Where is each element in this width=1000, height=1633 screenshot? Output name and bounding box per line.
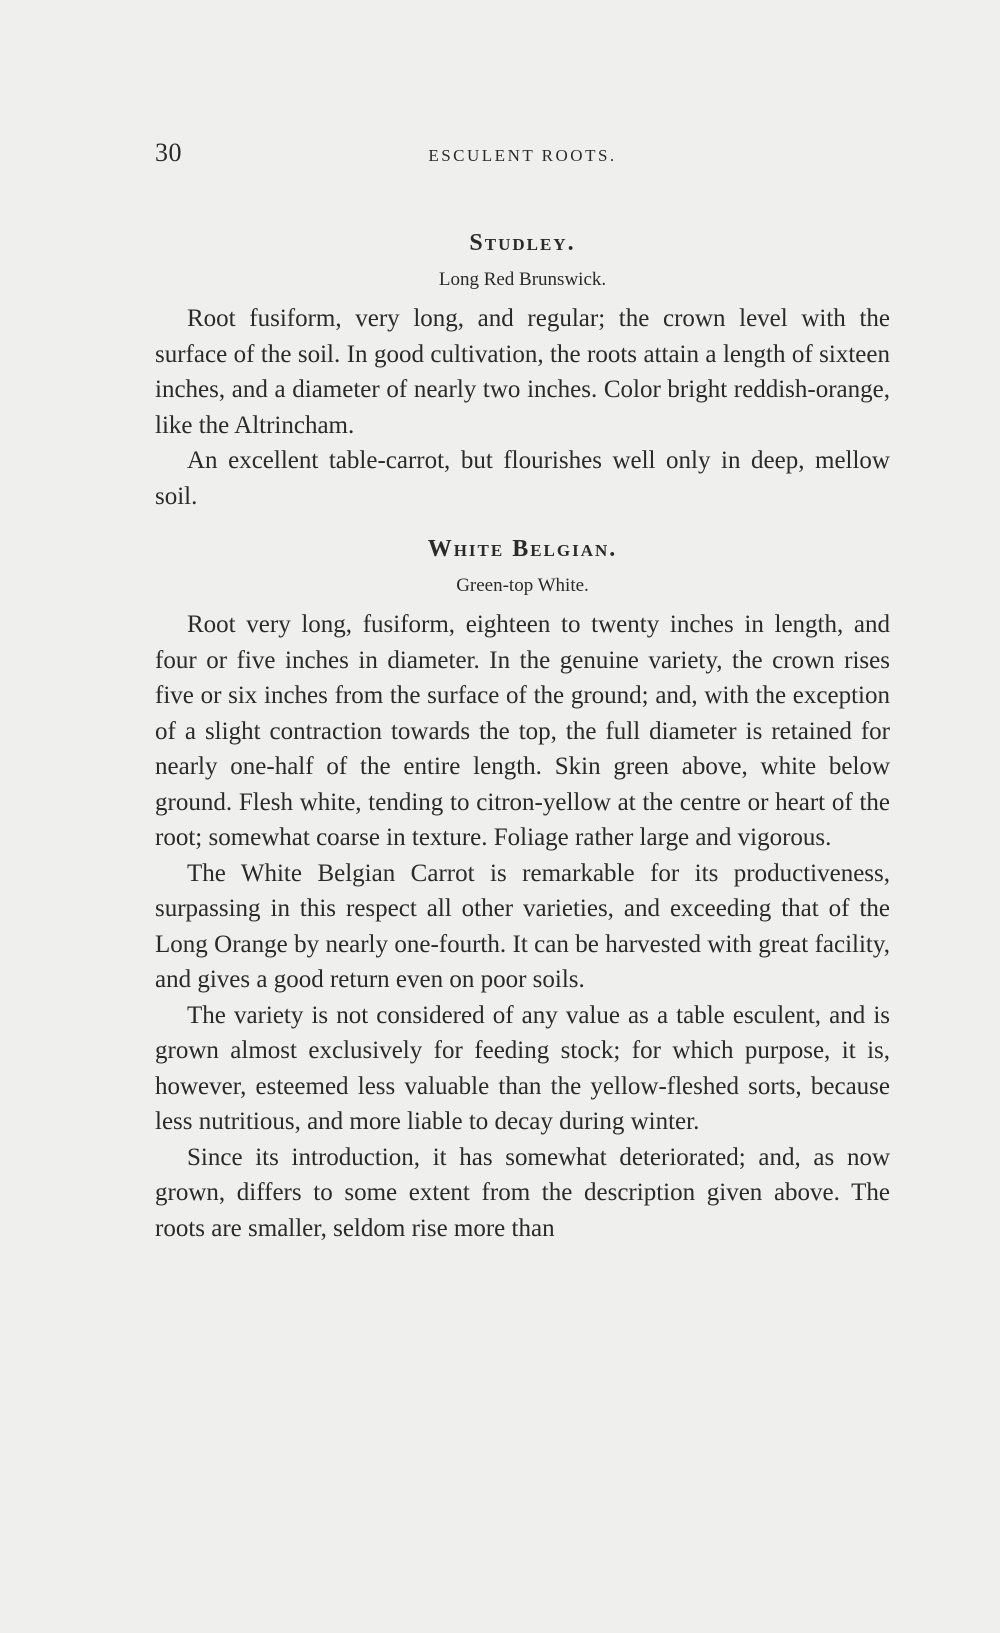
section-subheading: Long Red Brunswick. <box>438 269 607 290</box>
paragraph: The variety is not considered of any value as a table esculent, and is grown almost exclusively for feeding stock; for which purpose, it is, however, esteemed less valuable than the yellow-fleshed sorts, because less nutritious, and more liable to decay during winter. <box>155 1001 890 1135</box>
paragraph: The White Belgian Carrot is remarkable for its productiveness, surpassing in this respect all other varieties, and exceeding that of the Long Orange by nearly one-fourth. It can be harvested with great facility, and gives a good return even on poor soils. <box>155 859 890 993</box>
section-heading: White Belgian. <box>427 536 618 562</box>
page-number: 30 <box>155 138 182 167</box>
book-page <box>155 138 890 1246</box>
paragraph: Root very long, fusiform, eighteen to twenty inches in length, and four or five inches in diameter. In the genuine variety, the crown rises five or six inches from the surface of the ground; and, with the exception of a slight contraction towards the top, the full diameter is retained for nearly one-half of the entire length. Skin green above, white below ground. Flesh white, tending to citron-yellow at the centre or heart of the root; somewhat coarse in texture. Foliage rather large and vigorous. <box>155 611 890 851</box>
paragraph: Root fusiform, very long, and regular; the crown level with the surface of the soil. In good cultivation, the roots attain a length of sixteen inches, and a diameter of nearly two inches. Color bright reddish-orange, like the Altrincham. <box>155 305 890 439</box>
section-subheading: Green-top White. <box>456 575 589 596</box>
section-white-belgian <box>155 536 890 1246</box>
running-head <box>155 138 890 172</box>
section-heading: Studley. <box>469 230 576 256</box>
paragraph: Since its introduction, it has somewhat deteriorated; and, as now grown, differs to some extent from the description given above. The roots are smaller, seldom rise more than <box>155 1143 890 1242</box>
running-title: ESCULENT ROOTS. <box>428 146 617 165</box>
paragraph: An excellent table-carrot, but flourishes well only in deep, mellow soil. <box>155 447 890 510</box>
section-studley <box>155 230 890 514</box>
